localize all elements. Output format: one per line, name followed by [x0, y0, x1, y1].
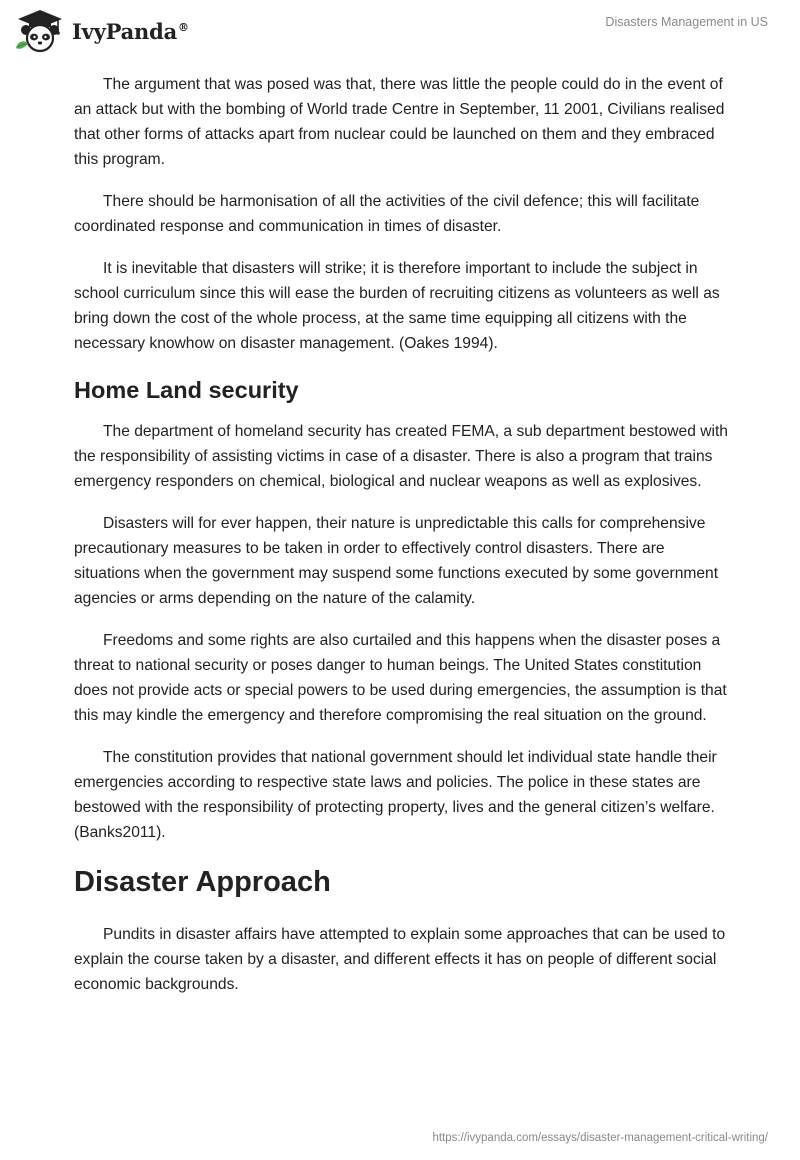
paragraph: The constitution provides that national government should let individual state handle their emergencies according to respective state laws and policies. The police in these states are bestowed with the responsibility of protecting property, lives and the general citizen’s welfare. (Banks2011).	[74, 749, 717, 841]
section-heading-homeland-security: Home Land security	[74, 377, 299, 403]
paragraph: Freedoms and some rights are also curtailed and this happens when the disaster poses a threat to national security or poses danger to human beings. The United States constitution does not provide acts or special powers to be used during emergencies, the assumption is that this may kindle the emergency and therefore compromising the real situation on the ground.	[74, 632, 727, 724]
paragraph: Disasters will for ever happen, their nature is unpredictable this calls for comprehensive precautionary measures to be taken in order to effectively control disasters. There are situations when the government may suspend some functions executed by some government agencies or arms depending on the nature of the calamity.	[74, 515, 719, 607]
document-title: Disasters Management in US	[605, 15, 768, 29]
brand-name: IvyPanda®	[72, 18, 189, 44]
registered-mark: ®	[178, 20, 189, 34]
paragraph: The department of homeland security has created FEMA, a sub department bestowed with the responsibility of assisting victims in case of a disaster. There is also a program that trains emergency responders on chemical, biological and nuclear weapons as well as explosives.	[74, 423, 728, 490]
paragraph: There should be harmonisation of all the activities of the civil defence; this will facilitate coordinated response and communication in times of disaster.	[74, 193, 700, 235]
paragraph: The argument that was posed was that, there was little the people could do in the event of an attack but with the bombing of World trade Centre in September, 11 2001, Civilians realised that other forms of attacks apart from nuclear could be launched on them and they embraced this program.	[74, 76, 725, 168]
paragraph: It is inevitable that disasters will strike; it is therefore important to include the subject in school curriculum since this will ease the burden of recruiting citizens as volunteers as well as bring down the cost of the whole process, at the same time equipping all citizens with the necessary knowhow on disaster management. (Oakes 1994).	[74, 260, 720, 352]
brand-logo-link[interactable]	[14, 8, 189, 54]
paragraph: Pundits in disaster affairs have attempted to explain some approaches that can be used to explain the course taken by a disaster, and different effects it has on people of different social economic backgrounds.	[74, 926, 726, 993]
section-heading-disaster-approach: Disaster Approach	[74, 866, 331, 898]
page-header	[0, 0, 800, 60]
source-url-link[interactable]: https://ivypanda.com/essays/disaster-management-critical-writing/	[432, 1132, 768, 1144]
article-body	[74, 72, 734, 1014]
panda-graduation-cap-icon	[14, 8, 66, 54]
